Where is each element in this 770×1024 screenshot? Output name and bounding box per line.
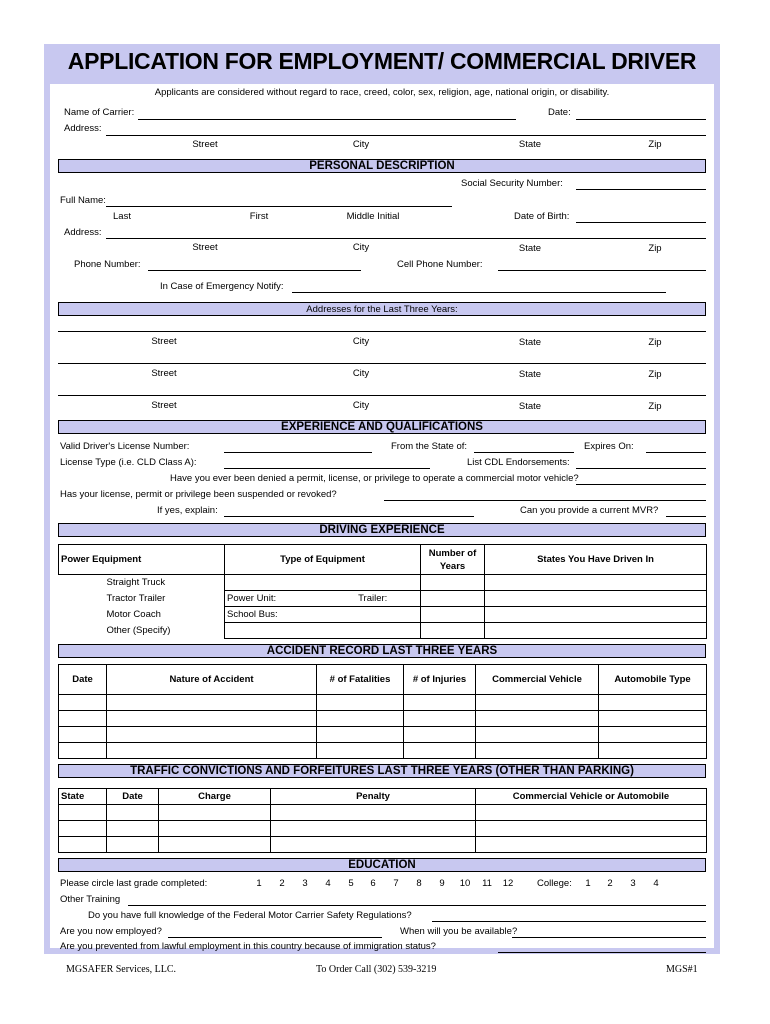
date-header: Date xyxy=(59,665,107,695)
street-label: Street xyxy=(192,242,218,253)
city-label: City xyxy=(352,336,370,347)
education-heading: EDUCATION xyxy=(58,858,706,872)
equipment-label: Motor Coach xyxy=(106,609,161,620)
date-header: Date xyxy=(107,789,159,805)
ssn-label: Social Security Number: xyxy=(461,178,563,189)
carrier-label: Name of Carrier: xyxy=(64,107,135,118)
college-option[interactable]: 4 xyxy=(653,878,659,889)
mvr-field[interactable] xyxy=(666,516,706,517)
table-row[interactable] xyxy=(59,743,707,759)
explain-field[interactable] xyxy=(224,516,474,517)
automobile-type-header: Automobile Type xyxy=(599,665,707,695)
address-field[interactable] xyxy=(106,238,706,239)
form-title: APPLICATION FOR EMPLOYMENT/ COMMERCIAL DRIVER xyxy=(67,48,697,74)
emergency-label: In Case of Emergency Notify: xyxy=(160,281,284,292)
fatalities-header: # of Fatalities xyxy=(317,665,404,695)
carrier-address-label: Address: xyxy=(64,123,102,134)
phone-label: Phone Number: xyxy=(74,259,141,270)
street-label: Street xyxy=(192,139,218,150)
type-of-equipment-header: Type of Equipment xyxy=(225,545,421,575)
table-row xyxy=(59,591,707,607)
type-cell[interactable] xyxy=(225,623,421,639)
date-label: Date: xyxy=(548,107,571,118)
city-label: City xyxy=(352,368,370,379)
states-driven-header: States You Have Driven In xyxy=(485,545,707,575)
charge-header: Charge xyxy=(159,789,271,805)
city-label: City xyxy=(352,400,370,411)
traffic-heading: TRAFFIC CONVICTIONS AND FORFEITURES LAST THREE YEARS (OTHER THAN PARKING) xyxy=(58,764,706,778)
table-row[interactable] xyxy=(59,821,707,837)
state-label: State xyxy=(518,401,542,412)
cell-field[interactable] xyxy=(498,270,706,271)
college-label: College: xyxy=(537,878,572,889)
street-label: Street xyxy=(151,368,177,379)
street-label: Street xyxy=(151,336,177,347)
ssn-field[interactable] xyxy=(576,189,706,190)
license-type-label: License Type (i.e. CLD Class A): xyxy=(60,457,197,468)
employed-field[interactable] xyxy=(168,937,382,938)
from-state-field[interactable] xyxy=(474,452,574,453)
expires-field[interactable] xyxy=(646,452,706,453)
equipment-label: Tractor Trailer xyxy=(106,593,166,604)
grade-option[interactable]: 11 xyxy=(482,878,492,889)
phone-field[interactable] xyxy=(148,270,361,271)
grade-option[interactable]: 7 xyxy=(393,878,399,889)
other-training-label: Other Training xyxy=(60,894,121,905)
years-cell[interactable] xyxy=(421,623,485,639)
commercial-vehicle-header: Commercial Vehicle xyxy=(476,665,599,695)
denied-field[interactable] xyxy=(576,484,706,485)
years-cell[interactable] xyxy=(421,607,485,623)
immigration-field[interactable] xyxy=(498,952,706,953)
grade-option[interactable]: 4 xyxy=(325,878,331,889)
zip-label: Zip xyxy=(648,243,662,254)
table-row xyxy=(59,607,707,623)
grade-option[interactable]: 5 xyxy=(348,878,354,889)
grade-option[interactable]: 9 xyxy=(439,878,445,889)
states-cell[interactable] xyxy=(485,623,707,639)
city-label: City xyxy=(352,139,370,150)
table-row[interactable] xyxy=(59,695,707,711)
full-name-label: Full Name: xyxy=(60,195,106,206)
grade-option[interactable]: 8 xyxy=(416,878,422,889)
cell-label: Cell Phone Number: xyxy=(397,259,483,270)
cdl-endorsements-label: List CDL Endorsements: xyxy=(467,457,570,468)
table-row[interactable] xyxy=(59,727,707,743)
available-field[interactable] xyxy=(512,937,706,938)
available-label: When will you be available? xyxy=(400,926,518,937)
carrier-field[interactable] xyxy=(138,119,516,120)
footer-form-id: MGS#1 xyxy=(666,964,698,975)
trailer-label: Trailer: xyxy=(358,593,388,604)
traffic-table xyxy=(58,788,707,853)
carrier-address-field[interactable] xyxy=(106,135,706,136)
first-label: First xyxy=(249,211,269,222)
nature-header: Nature of Accident xyxy=(107,665,317,695)
table-row[interactable] xyxy=(59,837,707,853)
state-header: State xyxy=(59,789,107,805)
street-label: Street xyxy=(151,400,177,411)
personal-heading: PERSONAL DESCRIPTION xyxy=(58,159,706,173)
last-label: Last xyxy=(113,211,131,222)
suspended-label: Has your license, permit or privilege been suspended or revoked? xyxy=(60,489,337,500)
type-cell[interactable] xyxy=(225,575,421,591)
grade-option[interactable]: 3 xyxy=(302,878,308,889)
prev-addresses-heading: Addresses for the Last Three Years: xyxy=(58,302,706,316)
footer-order: To Order Call (302) 539-3219 xyxy=(316,964,437,975)
middle-label: Middle Initial xyxy=(346,211,400,222)
grade-option[interactable]: 6 xyxy=(370,878,376,889)
accident-table xyxy=(58,664,707,759)
zip-label: Zip xyxy=(648,401,662,412)
power-unit-label: Power Unit: xyxy=(227,593,277,604)
college-option[interactable]: 3 xyxy=(630,878,636,889)
mvr-label: Can you provide a current MVR? xyxy=(520,505,659,516)
prev-address-3-field[interactable] xyxy=(58,395,706,396)
employed-label: Are you now employed? xyxy=(60,926,162,937)
table-row[interactable] xyxy=(59,805,707,821)
suspended-field[interactable] xyxy=(384,500,706,501)
type-cell[interactable] xyxy=(225,591,421,607)
grade-label: Please circle last grade completed: xyxy=(60,878,208,889)
notice: Applicants are considered without regard to race, creed, color, sex, religion, age, national origin, or disability. xyxy=(154,87,610,98)
prev-address-2-field[interactable] xyxy=(58,363,706,364)
grade-option[interactable]: 10 xyxy=(459,878,471,889)
full-name-field[interactable] xyxy=(106,206,452,207)
table-row xyxy=(59,623,707,639)
number-of-years-header: Number of Years xyxy=(421,545,485,575)
type-cell[interactable] xyxy=(225,607,421,623)
dob-label: Date of Birth: xyxy=(514,211,570,222)
equipment-label: Straight Truck xyxy=(106,577,166,589)
vehicle-type-header: Commercial Vehicle or Automobile xyxy=(476,789,707,805)
prev-address-1-field[interactable] xyxy=(58,331,706,332)
driving-heading: DRIVING EXPERIENCE xyxy=(58,523,706,537)
table-row xyxy=(59,575,707,591)
years-cell[interactable] xyxy=(421,575,485,591)
state-label: State xyxy=(518,243,542,254)
from-state-label: From the State of: xyxy=(391,441,468,452)
college-option[interactable]: 1 xyxy=(585,878,591,889)
license-number-label: Valid Driver's License Number: xyxy=(60,441,190,452)
dob-field[interactable] xyxy=(576,222,706,223)
table-row[interactable] xyxy=(59,711,707,727)
states-cell[interactable] xyxy=(485,575,707,591)
state-label: State xyxy=(518,369,542,380)
penalty-header: Penalty xyxy=(271,789,476,805)
expires-label: Expires On: xyxy=(584,441,634,452)
accident-heading: ACCIDENT RECORD LAST THREE YEARS xyxy=(58,644,706,658)
cdl-endorsements-field[interactable] xyxy=(576,468,706,469)
zip-label: Zip xyxy=(648,337,662,348)
other-training-field[interactable] xyxy=(128,905,706,906)
state-label: State xyxy=(518,139,542,150)
equipment-label: Other (Specify) xyxy=(106,625,171,636)
footer-company: MGSAFER Services, LLC. xyxy=(66,964,176,975)
years-cell[interactable] xyxy=(421,591,485,607)
date-field[interactable] xyxy=(576,119,706,120)
experience-heading: EXPERIENCE AND QUALIFICATIONS xyxy=(58,420,706,434)
grade-option[interactable]: 12 xyxy=(502,878,514,889)
city-label: City xyxy=(352,242,370,253)
address-label: Address: xyxy=(64,227,102,238)
injuries-header: # of Injuries xyxy=(404,665,476,695)
zip-label: Zip xyxy=(648,369,662,380)
license-type-field[interactable] xyxy=(224,468,430,469)
grade-option[interactable]: 2 xyxy=(279,878,285,889)
states-cell[interactable] xyxy=(485,591,707,607)
driving-table xyxy=(58,544,707,639)
immigration-label: Are you prevented from lawful employment in this country because of immigration status? xyxy=(60,941,436,952)
license-number-field[interactable] xyxy=(224,452,372,453)
emergency-field[interactable] xyxy=(292,292,666,293)
college-option[interactable]: 2 xyxy=(607,878,613,889)
explain-label: If yes, explain: xyxy=(157,505,218,516)
state-label: State xyxy=(518,337,542,348)
states-cell[interactable] xyxy=(485,607,707,623)
school-bus-label: School Bus: xyxy=(227,609,278,620)
fmcsr-field[interactable] xyxy=(432,921,706,922)
grade-option[interactable]: 1 xyxy=(256,878,262,889)
denied-label: Have you ever been denied a permit, license, or privilege to operate a commercial motor vehicle? xyxy=(170,473,579,484)
power-equipment-header: Power Equipment xyxy=(59,545,225,575)
fmcsr-label: Do you have full knowledge of the Federal Motor Carrier Safety Regulations? xyxy=(88,910,412,921)
zip-label: Zip xyxy=(648,139,662,150)
